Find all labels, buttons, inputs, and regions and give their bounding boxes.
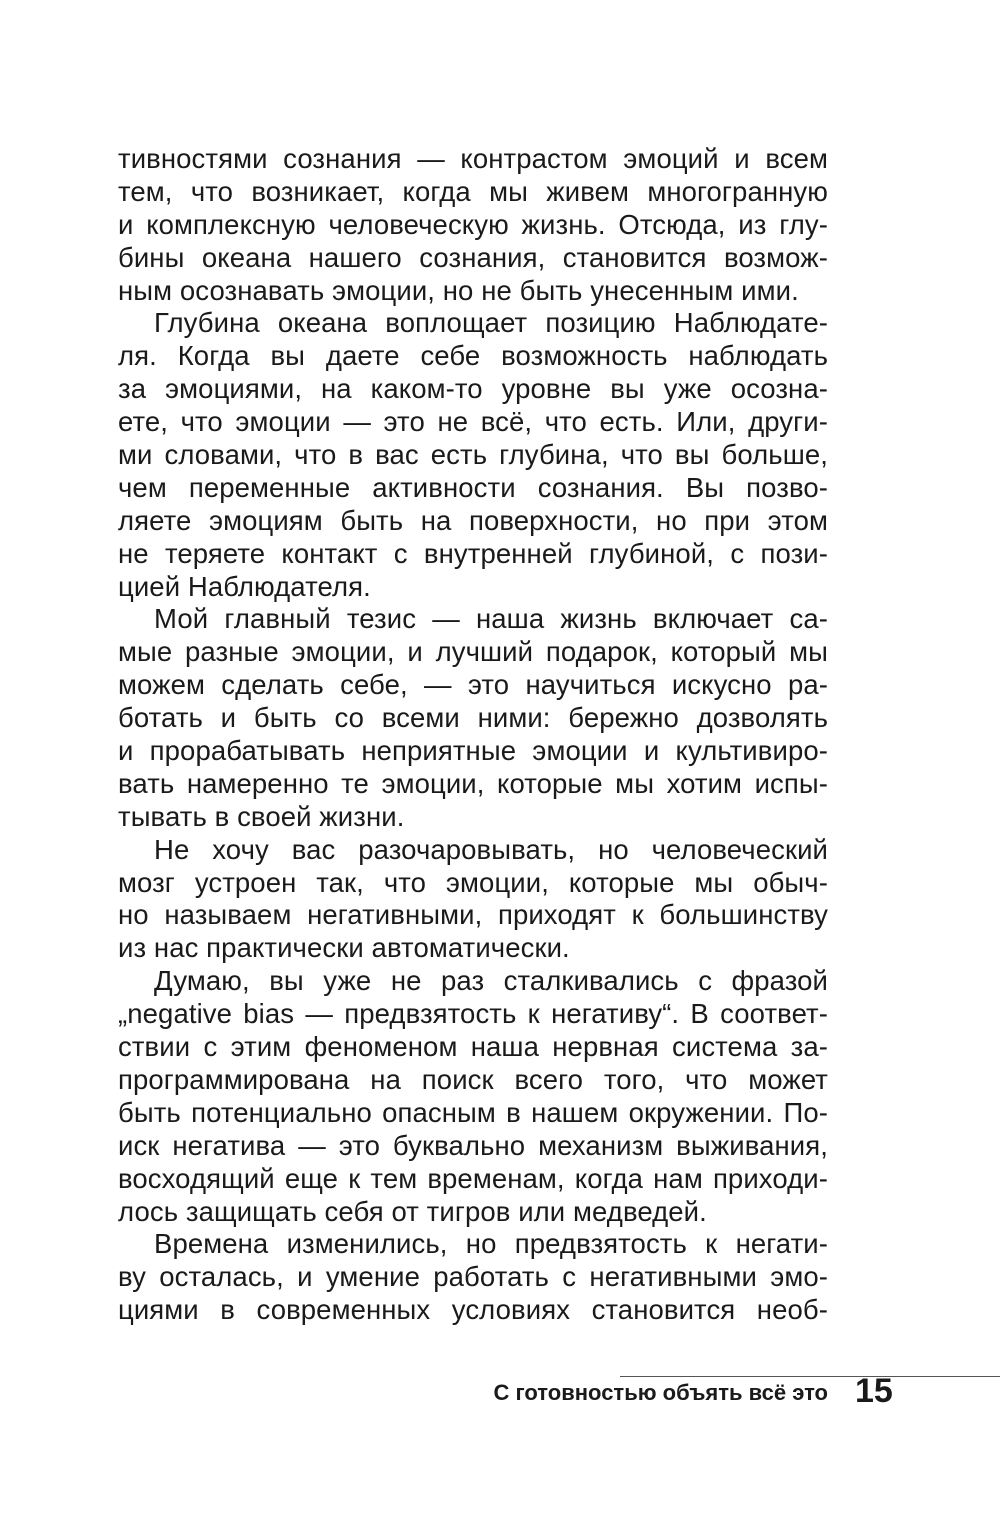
text-line: Времена изменились, но предвзятость к негати- (154, 1228, 828, 1260)
text-line: за эмоциями, на каком-то уровне вы уже осозна- (118, 373, 828, 405)
text-line: тывать в своей жизни. (118, 800, 405, 832)
text-line: можем сделать себе, — это научиться искусно ра- (118, 669, 828, 701)
text-line: программирована на поиск всего того, что может (118, 1063, 828, 1095)
text-line: не теряете контакт с внутренней глубиной, с пози- (118, 537, 828, 569)
body-text (118, 143, 828, 1327)
text-line: ву осталась, и умение работать с негативными эмо- (118, 1261, 828, 1293)
text-line: ствии с этим феноменом наша нервная система за- (118, 1031, 828, 1063)
text-line: быть потенциально опасным в нашем окружении. По- (118, 1096, 828, 1128)
footer-divider (620, 1376, 1000, 1377)
text-line: ля. Когда вы даете себе возможность наблюдать (118, 340, 828, 372)
text-line: цией Наблюдателя. (118, 570, 371, 602)
text-line: Не хочу вас разочаровывать, но человеческий (154, 833, 828, 865)
text-line: Глубина океана воплощает позицию Наблюдате- (154, 307, 828, 339)
text-line: Мой главный тезис — наша жизнь включает са- (154, 603, 828, 635)
text-line: мозг устроен так, что эмоции, которые мы обыч- (118, 866, 828, 898)
text-line: „negative bias — предвзятость к негативу“. В соответ- (118, 998, 828, 1030)
text-line: и комплексную человеческую жизнь. Отсюда, из глу- (118, 208, 828, 240)
text-line: тем, что возникает, когда мы живем многогранную (118, 175, 828, 207)
text-line: лось защищать себя от тигров или медведей. (118, 1195, 707, 1227)
page-number: 15 (855, 1372, 893, 1410)
text-line: иск негатива — это буквально механизм выживания, (118, 1129, 828, 1161)
text-line: ете, что эмоции — это не всё, что есть. Или, други- (118, 406, 828, 438)
text-line: но называем негативными, приходят к большинству (118, 899, 828, 931)
text-line: ми словами, что в вас есть глубина, что вы больше, (118, 439, 828, 471)
text-line: циями в современных условиях становится необ- (118, 1294, 828, 1326)
text-line: из нас практически автоматически. (118, 932, 570, 964)
text-line: ным осознавать эмоции, но не быть унесенным ими. (118, 274, 799, 306)
running-title: С готовностью объять всё это (493, 1380, 828, 1405)
text-line: и прорабатывать неприятные эмоции и культивиро- (118, 735, 828, 767)
text-line: мые разные эмоции, и лучший подарок, который мы (118, 636, 828, 668)
text-line: ляете эмоциям быть на поверхности, но при этом (118, 504, 828, 536)
text-line: вать намеренно те эмоции, которые мы хотим испы- (118, 767, 828, 799)
text-line: восходящий еще к тем временам, когда нам приходи- (118, 1162, 828, 1194)
text-line: бины океана нашего сознания, становится возмож- (118, 241, 828, 273)
text-line: ботать и быть со всеми ними: бережно дозволять (118, 702, 828, 734)
text-line: чем переменные активности сознания. Вы позво- (118, 471, 828, 503)
text-line: Думаю, вы уже не раз сталкивались с фразой (154, 965, 828, 997)
text-line: тивностями сознания — контрастом эмоций и всем (118, 143, 828, 174)
